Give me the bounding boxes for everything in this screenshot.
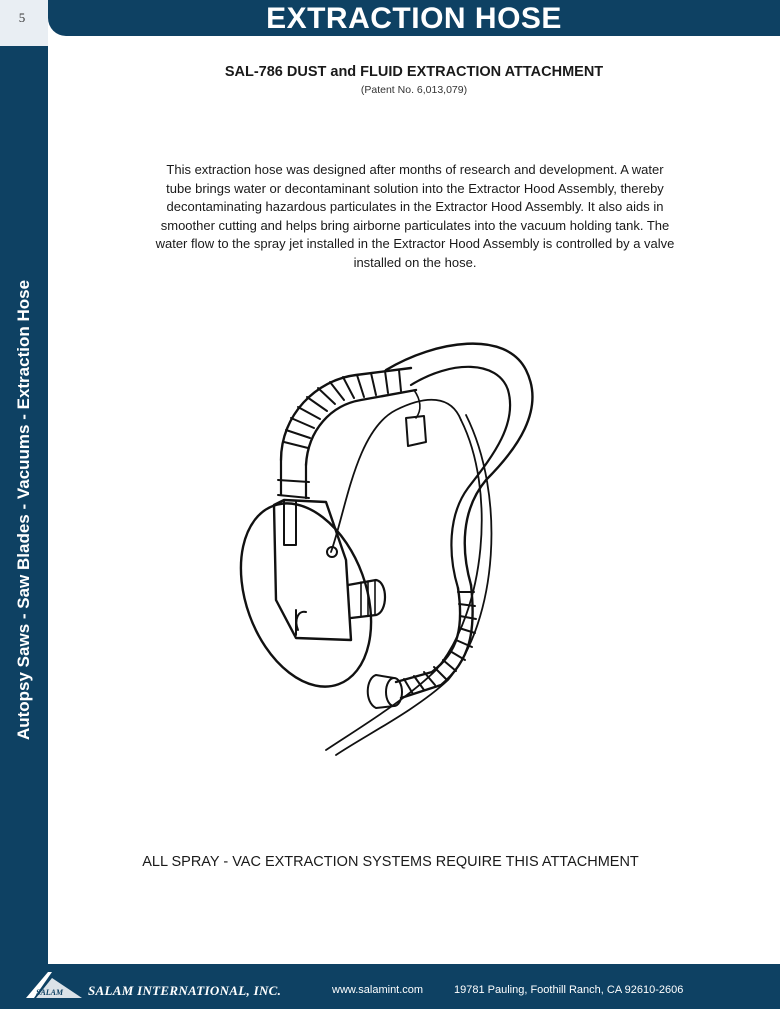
document-title: SAL-786 DUST and FLUID EXTRACTION ATTACHMENT [224,64,604,80]
description-line: smoother cutting and helps bring airborne particulates into the vacuum holding tank. The [160,217,670,233]
patent-number: (Patent No. 6,013,079) [360,84,468,96]
page-number: 5 [18,10,26,25]
description-line: water flow to the spray jet installed in the Extractor Hood Assembly is controlled by a valve [155,236,675,251]
page-title: EXTRACTION HOSE [266,2,562,35]
sidebar-category-text: Autopsy Saws - Saw Blades - Vacuums - Extraction Hose [14,279,33,741]
description-line: installed on the hose. [353,254,477,270]
description-line: This extraction hose was designed after months of research and development. A water [166,162,664,177]
description-paragraph [110,161,720,272]
website-link[interactable]: www.salamint.com [332,984,424,996]
description-line: decontaminating hazardous particulates in the Extractor Hood Assembly. It also aids in [166,199,664,214]
company-name: SALAM INTERNATIONAL, INC. [88,983,282,998]
salam-logo-icon [22,968,92,1002]
page-number-box [0,0,48,46]
description-line: tube brings water or decontaminant solution into the Extractor Hood Assembly, thereby [166,180,664,196]
logo-text: SALAM [36,988,64,997]
company-address: 19781 Pauling, Foothill Ranch, CA 92610-2606 [454,984,684,996]
requirement-notice: ALL SPRAY - VAC EXTRACTION SYSTEMS REQUIRE THIS ATTACHMENT [142,854,639,870]
extraction-hose-illustration [236,330,556,760]
